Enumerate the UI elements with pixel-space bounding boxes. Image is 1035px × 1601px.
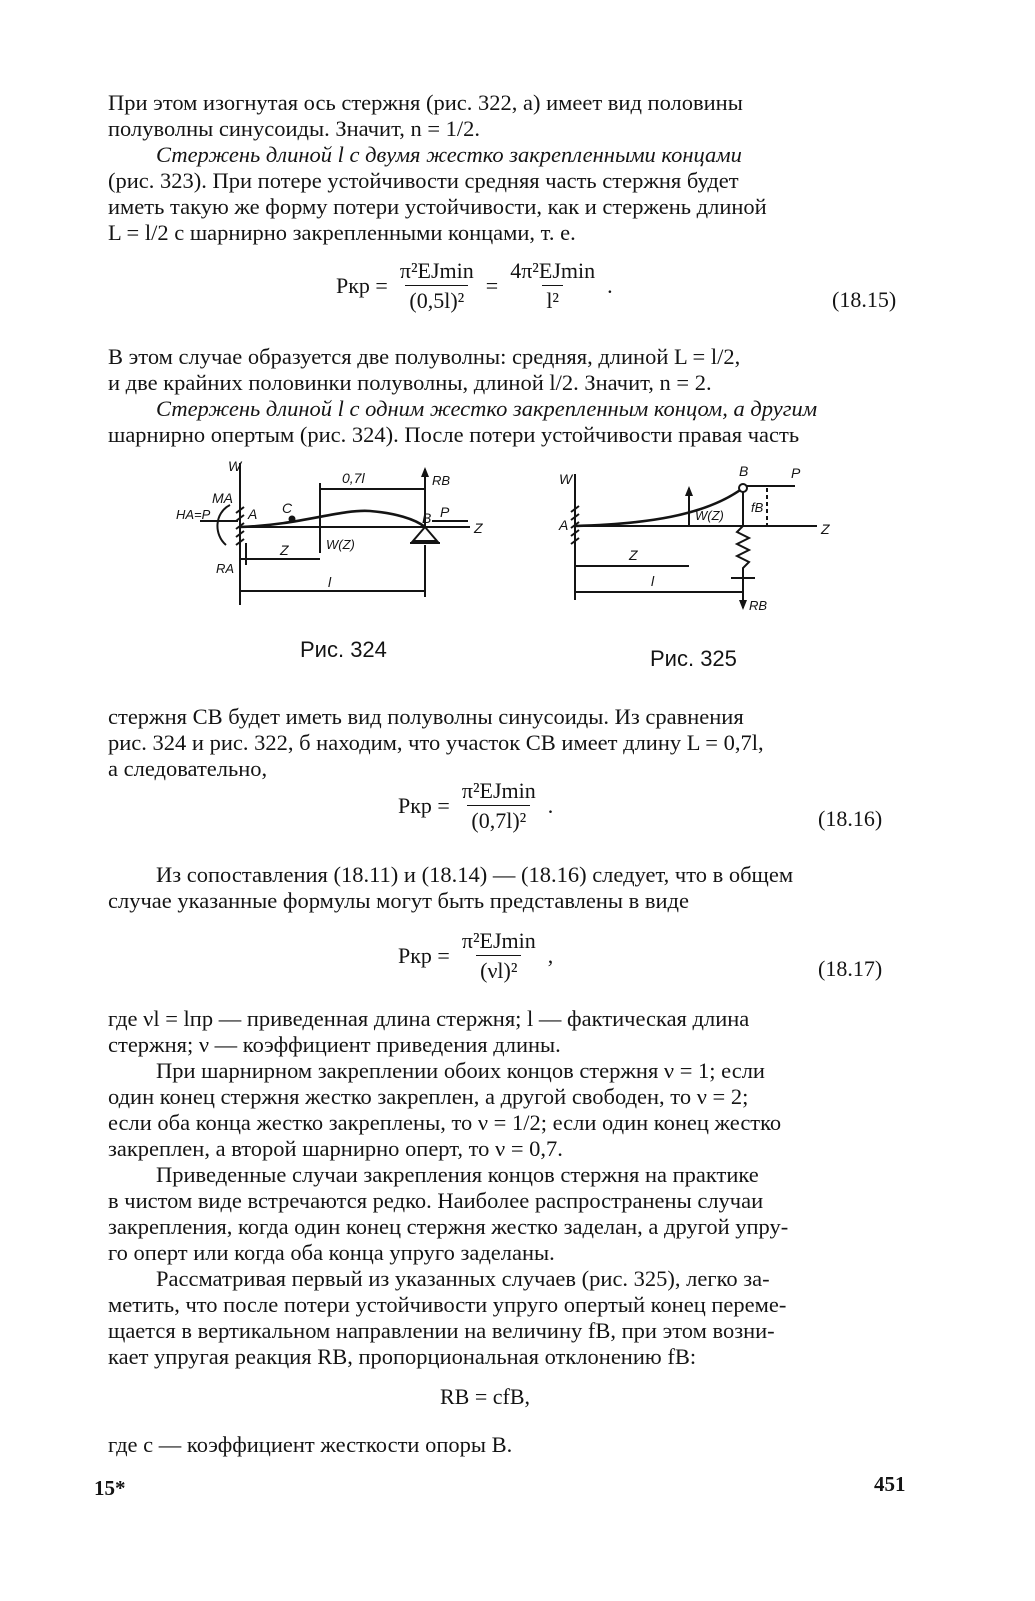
text-line: и две крайних половинки полуволны, длиной l/2. Значит, n = 2. bbox=[108, 370, 712, 395]
text-line: случае указанные формулы могут быть представлены в виде bbox=[108, 888, 689, 913]
text-line: В этом случае образуется две полуволны: средняя, длиной L = l/2, bbox=[108, 344, 741, 369]
text-line: го оперт или когда оба конца упруго заделаны. bbox=[108, 1240, 555, 1265]
text-line: стержня CB будет иметь вид полуволны синусоиды. Из сравнения bbox=[108, 704, 744, 729]
text-line: L = l/2 с шарнирно закрепленными концами, т. е. bbox=[108, 220, 576, 245]
label-z: Z bbox=[629, 547, 638, 563]
paragraph-4 bbox=[108, 396, 923, 448]
paragraph-7 bbox=[108, 1006, 923, 1058]
arrowhead bbox=[685, 486, 693, 496]
figure-325 bbox=[555, 460, 845, 620]
figure-324 bbox=[170, 455, 500, 615]
fraction bbox=[458, 928, 540, 984]
arrowhead bbox=[421, 467, 429, 477]
formula-18-17 bbox=[398, 928, 553, 984]
point-c bbox=[289, 516, 296, 523]
formula-lhs: Pкр = bbox=[398, 943, 450, 968]
label-b: B bbox=[422, 510, 432, 526]
text-line: где νl = lпр — приведенная длина стержня; l — фактическая длина bbox=[108, 1006, 750, 1031]
text-line: если оба конца жестко закреплены, то ν = 1/2; если один конец жестко bbox=[108, 1110, 782, 1135]
text-line: При этом изогнутая ось стержня (рис. 322, а) имеет вид половины bbox=[108, 90, 743, 115]
denominator: (0,5l)² bbox=[405, 285, 468, 314]
formula-lhs: Pкр = bbox=[336, 273, 388, 298]
paragraph-11 bbox=[108, 1432, 923, 1458]
text-line: метить, что после потери устойчивости упруго опертый конец переме- bbox=[108, 1292, 787, 1317]
point-b bbox=[739, 484, 747, 492]
figure-324-caption: Рис. 324 bbox=[300, 637, 387, 662]
text-line: Рассматривая первый из указанных случаев (рис. 325), легко за- bbox=[156, 1266, 770, 1291]
formula-tail: . bbox=[547, 793, 554, 818]
text-line: в чистом виде встречаются редко. Наиболее распространены случаи bbox=[108, 1188, 764, 1213]
text-line: полуволны синусоиды. Значит, n = 1/2. bbox=[108, 116, 481, 141]
page-number: 451 bbox=[874, 1472, 906, 1496]
text-line: шарнирно опертым (рис. 324). После потери устойчивости правая часть bbox=[108, 422, 800, 447]
label-c: C bbox=[282, 500, 293, 516]
spring-support bbox=[737, 490, 749, 578]
text-line: рис. 324 и рис. 322, б находим, что участок CB имеет длину L = 0,7l, bbox=[108, 730, 764, 755]
section-heading-two-fixed-ends: Стержень длиной l с двумя жестко закрепленными концами bbox=[156, 142, 742, 167]
formula-18-15 bbox=[336, 258, 613, 314]
formula-rb: RB = cfB, bbox=[440, 1384, 531, 1409]
numerator: π²EJmin bbox=[461, 928, 536, 953]
label-0-7l: 0,7l bbox=[342, 470, 365, 486]
label-z: Z bbox=[280, 542, 289, 558]
hinge-support bbox=[413, 527, 437, 541]
text-line: иметь такую же форму потери устойчивости, как и стержень длиной bbox=[108, 194, 767, 219]
numerator: π²EJmin bbox=[399, 258, 474, 283]
text-line: кает упругая реакция RB, пропорциональная отклонению fB: bbox=[108, 1344, 697, 1369]
figure-325-caption: Рис. 325 bbox=[650, 646, 737, 671]
paragraph-1 bbox=[108, 90, 923, 142]
label-rb: RB bbox=[432, 473, 451, 488]
section-heading-fixed-hinged: Стержень длиной l с одним жестко закрепленным концом, а другим bbox=[156, 396, 818, 421]
paragraph-9 bbox=[108, 1162, 923, 1266]
label-z-axis: Z bbox=[474, 520, 483, 536]
label-p: P bbox=[791, 465, 801, 481]
paragraph-2 bbox=[108, 142, 923, 246]
text-line: стержня; ν — коэффициент приведения длины. bbox=[108, 1032, 561, 1057]
paragraph-10 bbox=[108, 1266, 923, 1370]
text-line: (рис. 323). При потере устойчивости средняя часть стержня будет bbox=[108, 168, 739, 193]
text-line: закрепления, когда один конец стержня жестко заделан, а другой упру- bbox=[108, 1214, 789, 1239]
label-wz: W(Z) bbox=[326, 537, 355, 552]
label-rb: RB bbox=[749, 598, 768, 613]
label-a: A bbox=[559, 517, 569, 533]
label-b: B bbox=[739, 463, 749, 479]
deflected-axis-curve bbox=[240, 511, 425, 527]
fraction bbox=[396, 258, 478, 314]
text-line: где c — коэффициент жесткости опоры B. bbox=[108, 1432, 513, 1457]
moment-arrow bbox=[217, 505, 230, 545]
label-ra: RA bbox=[216, 561, 235, 576]
arrowhead bbox=[739, 600, 747, 610]
text-line: а следовательно, bbox=[108, 756, 268, 781]
fraction bbox=[506, 258, 599, 314]
label-w: W bbox=[228, 458, 242, 474]
fraction bbox=[458, 778, 540, 834]
label-l: l bbox=[328, 574, 332, 590]
formula-tail: , bbox=[547, 943, 554, 968]
text-line: Из сопоставления (18.11) и (18.14) — (18.16) следует, что в общем bbox=[156, 862, 794, 887]
label-l: l bbox=[651, 573, 655, 589]
label-a: A bbox=[248, 506, 258, 522]
label-p: P bbox=[440, 504, 450, 520]
label-fb: fB bbox=[751, 500, 764, 515]
label-wz: W(Z) bbox=[695, 508, 724, 523]
label-z-axis: Z bbox=[821, 521, 830, 537]
equals-sign: = bbox=[485, 273, 499, 298]
denominator: l² bbox=[542, 285, 563, 314]
paragraph-5 bbox=[108, 704, 923, 782]
label-ma: MA bbox=[212, 490, 233, 506]
signature-mark: 15* bbox=[94, 1476, 126, 1500]
formula-lhs: Pкр = bbox=[398, 793, 450, 818]
equation-number: (18.17) bbox=[818, 956, 883, 981]
text-line: щается в вертикальном направлении на величину fB, при этом возни- bbox=[108, 1318, 775, 1343]
numerator: π²EJmin bbox=[461, 778, 536, 803]
text-line: Приведенные случаи закрепления концов стержня на практике bbox=[156, 1162, 759, 1187]
paragraph-3 bbox=[108, 344, 923, 396]
paragraph-6 bbox=[108, 862, 923, 914]
equation-number: (18.15) bbox=[832, 287, 897, 312]
text-line: закреплен, а второй шарнирно оперт, то ν = 0,7. bbox=[108, 1136, 563, 1161]
label-w: W bbox=[559, 471, 573, 487]
denominator: (νl)² bbox=[476, 955, 521, 984]
label-ha: HA=P bbox=[176, 507, 211, 522]
paragraph-8 bbox=[108, 1058, 923, 1162]
formula-18-16 bbox=[398, 778, 553, 834]
numerator: 4π²EJmin bbox=[510, 258, 596, 283]
text-line: один конец стержня жестко закреплен, а другой свободен, то ν = 2; bbox=[108, 1084, 749, 1109]
text-line: При шарнирном закреплении обоих концов стержня ν = 1; если bbox=[156, 1058, 765, 1083]
denominator: (0,7l)² bbox=[467, 805, 530, 834]
equation-number: (18.16) bbox=[818, 806, 883, 831]
formula-tail: . bbox=[607, 273, 613, 298]
